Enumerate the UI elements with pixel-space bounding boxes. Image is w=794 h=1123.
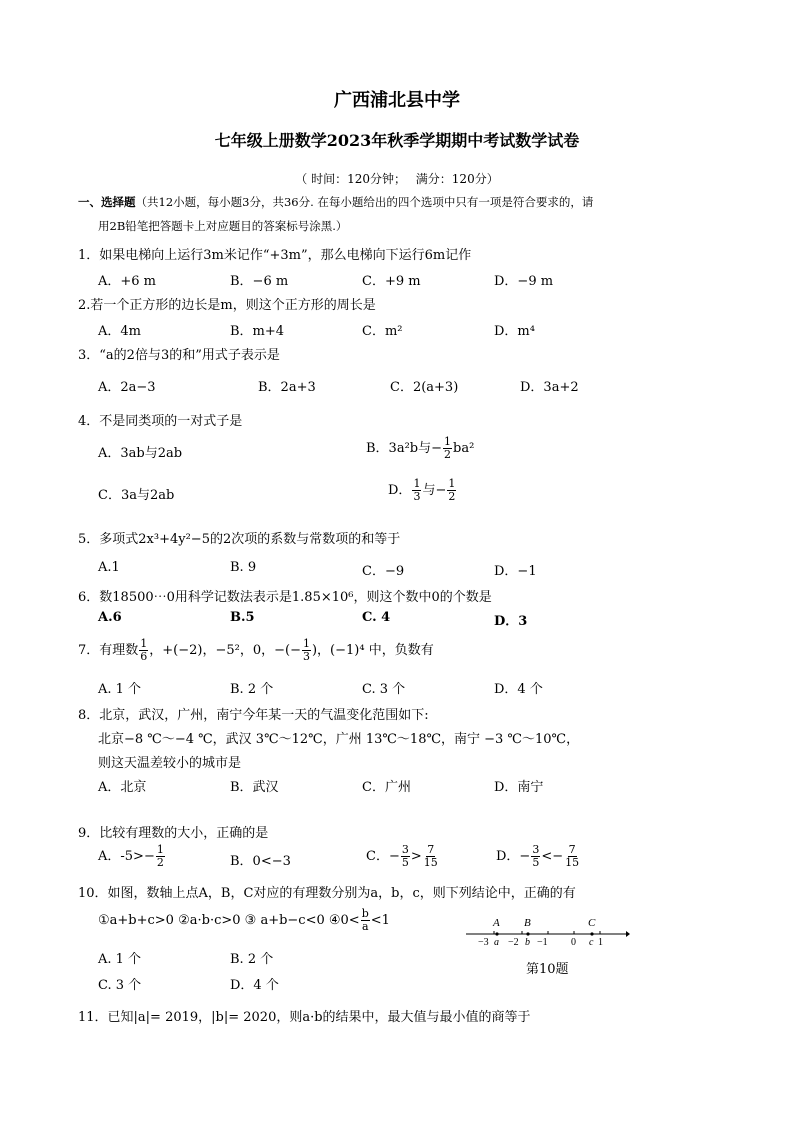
- q7-den2: 3: [302, 650, 310, 663]
- q6-option-c: C. 4: [362, 610, 391, 625]
- q4-b-pre: B．3a²b与−: [366, 441, 443, 456]
- section-heading: 一、选择题: [78, 195, 136, 209]
- point-b-dot: [526, 932, 529, 935]
- q9-c-num1: 3: [401, 843, 409, 856]
- q5-option-d: D．−1: [494, 564, 537, 579]
- q9-c-den1: 5: [401, 856, 409, 869]
- question-11-stem: 11．已知|a|= 2019，|b|= 2020，则a·b的结果中，最大值与最小值的商等于: [78, 1010, 531, 1025]
- q2-option-d: D．m⁴: [494, 324, 535, 339]
- q6-option-a: A.6: [98, 610, 122, 625]
- question-6-stem: 6．数18500⋯0用科学记数法表示是1.85×10⁶，则这个数中0的个数是: [78, 590, 492, 605]
- q7-pre: 7．有理数: [78, 643, 139, 658]
- q2-option-a: A．4m: [98, 324, 141, 339]
- q8-option-b: B．武汉: [230, 780, 279, 795]
- tick-label: −1: [537, 937, 548, 948]
- question-7-stem: [78, 638, 434, 663]
- q5-option-b: B. 9: [230, 560, 257, 575]
- q9-option-c: [366, 844, 440, 869]
- question-4-stem: 4．不是同类项的一对式子是: [78, 414, 243, 429]
- q8-option-c: C．广州: [362, 780, 411, 795]
- exam-title: 七年级上册数学2023年秋季学期期中考试数学试卷: [214, 131, 580, 150]
- q9-d-fraction-1: [531, 844, 540, 869]
- q9-option-d: [496, 844, 581, 869]
- q10-statements-post: <1: [370, 913, 390, 928]
- tick-label: −2: [508, 937, 519, 948]
- q10-option-d: D．4 个: [230, 978, 279, 993]
- q4-b-num: 1: [444, 435, 452, 448]
- question-5-stem: 5．多项式2x³+4y²−5的2次项的系数与常数项的和等于: [78, 532, 401, 547]
- tick-label: 1: [598, 937, 603, 948]
- question-9-stem: 9．比较有理数的大小，正确的是: [78, 826, 269, 841]
- q4-d-num2: 1: [448, 477, 456, 490]
- school-name: 广西浦北县中学: [334, 90, 460, 111]
- q4-d-num1: 1: [413, 477, 421, 490]
- q10-fraction: [361, 908, 370, 933]
- q4-d-den2: 2: [448, 490, 456, 503]
- q9-c-fraction-2: [423, 844, 439, 869]
- q7-option-b: B. 2 个: [230, 682, 274, 697]
- tick-label: 0: [571, 937, 576, 948]
- q9-a-num: 1: [156, 843, 164, 856]
- q9-d-num2: 7: [568, 843, 576, 856]
- q9-option-a: [98, 844, 166, 869]
- q9-d-den1: 5: [532, 856, 540, 869]
- q10-option-c: C. 3 个: [98, 978, 142, 993]
- question-8-stem: 8．北京，武汉，广州，南宁今年某一天的气温变化范围如下:: [78, 708, 429, 723]
- q5-option-c: C．−9: [362, 564, 405, 579]
- q10-option-b: B. 2 个: [230, 952, 274, 967]
- section-instructions: [78, 194, 593, 210]
- q10-num: b: [361, 907, 369, 920]
- exam-info: （ 时间：120分钟； 满分：120分）: [295, 172, 499, 186]
- q8-line-3: 则这天温差较小的城市是: [98, 756, 242, 771]
- q4-b-den: 2: [444, 448, 452, 461]
- q10-den: a: [361, 920, 369, 933]
- q9-d-den2: 15: [565, 856, 580, 869]
- q1-option-b: B．−6 m: [230, 274, 289, 289]
- q7-num1: 1: [140, 637, 148, 650]
- q8-option-d: D．南宁: [494, 780, 544, 795]
- label-b: B: [524, 917, 531, 929]
- question-3-stem: 3．“a的2倍与3的和”用式子表示是: [78, 348, 280, 363]
- q4-d-den1: 3: [413, 490, 421, 503]
- q1-option-c: C．+9 m: [362, 274, 421, 289]
- q4-option-c: C．3a与2ab: [98, 488, 175, 503]
- q3-option-a: A．2a−3: [98, 380, 156, 395]
- q7-post: )，(−1)⁴ 中，负数有: [311, 643, 434, 658]
- section-desc: （共12小题，每小题3分，共36分. 在每小题给出的四个选项中只有一项是符合要求的，请: [135, 195, 594, 209]
- q10-option-a: A. 1 个: [98, 952, 142, 967]
- q8-line-2: 北京−8 ℃～−4 ℃，武汉 3℃～12℃，广州 13℃～18℃，南宁 −3 ℃～10℃，: [98, 732, 580, 747]
- q9-c-fraction-1: [401, 844, 410, 869]
- q1-option-d: D．−9 m: [494, 274, 554, 289]
- q7-option-d: D．4 个: [494, 682, 543, 697]
- q9-d-pre: D．−: [496, 849, 531, 864]
- q6-option-b: B.5: [230, 610, 255, 625]
- q10-statements: [98, 908, 390, 933]
- figure-caption: 第10题: [526, 962, 569, 977]
- q9-c-mid: >: [410, 849, 422, 864]
- question-1-stem: 1．如果电梯向上运行3m米记作“+3m”，那么电梯向下运行6m记作: [78, 248, 472, 263]
- q3-option-d: D．3a+2: [520, 380, 579, 395]
- q4-d-mid: 与−: [422, 483, 447, 498]
- q9-c-num2: 7: [427, 843, 435, 856]
- q4-d-pre: D．: [388, 483, 412, 498]
- q10-statements-text: ①a+b+c>0 ②a·b·c>0 ③ a+b−c<0 ④0<: [98, 913, 360, 928]
- q9-a-fraction: [156, 844, 165, 869]
- section-desc-2: 用2B铅笔把答题卡上对应题目的答案标号涂黑.）: [98, 219, 348, 233]
- q7-num2: 1: [302, 637, 310, 650]
- label-a: A: [493, 917, 500, 929]
- q5-option-a: A.1: [98, 560, 120, 575]
- label-c: C: [588, 917, 596, 929]
- tick-label: c: [589, 937, 594, 948]
- q9-c-den2: 15: [423, 856, 438, 869]
- q2-option-c: C．m²: [362, 324, 403, 339]
- q8-option-a: A．北京: [98, 780, 147, 795]
- q7-fraction-2: [302, 638, 311, 663]
- q4-option-d: [388, 478, 457, 503]
- q7-option-c: C. 3 个: [362, 682, 406, 697]
- q9-d-fraction-2: [564, 844, 580, 869]
- q9-d-mid: <−: [541, 849, 564, 864]
- q9-d-num1: 3: [532, 843, 540, 856]
- q4-d-fraction-2: [447, 478, 456, 503]
- q7-mid: ，+(−2)，−5²，0，−(−: [149, 643, 301, 658]
- q9-c-pre: C．−: [366, 849, 400, 864]
- question-10-stem: 10．如图，数轴上点A，B，C对应的有理数分别为a，b，c，则下列结论中，正确的有: [78, 886, 576, 901]
- q4-option-a: A．3ab与2ab: [98, 446, 183, 461]
- q6-option-d: D．3: [494, 614, 528, 629]
- q9-a-pre: A．-5>−: [98, 849, 155, 864]
- tick-label: a: [494, 937, 499, 948]
- q1-option-a: A．+6 m: [98, 274, 157, 289]
- point-c-dot: [590, 932, 593, 935]
- tick-label: −3: [478, 937, 489, 948]
- q9-option-b: B．0<−3: [230, 854, 291, 869]
- q9-a-den: 2: [156, 856, 164, 869]
- q3-option-b: B．2a+3: [258, 380, 316, 395]
- tick-label: b: [525, 937, 530, 948]
- q4-d-fraction-1: [412, 478, 421, 503]
- q4-b-fraction: [443, 436, 452, 461]
- number-line-figure: [462, 912, 632, 948]
- question-2-stem: 2.若一个正方形的边长是m，则这个正方形的周长是: [78, 298, 376, 313]
- q4-b-post: ba²: [453, 441, 475, 456]
- q7-fraction-1: [139, 638, 148, 663]
- q7-option-a: A. 1 个: [98, 682, 142, 697]
- q2-option-b: B．m+4: [230, 324, 285, 339]
- q7-den1: 6: [140, 650, 148, 663]
- point-a-dot: [495, 932, 498, 935]
- number-line-arrow: [626, 931, 630, 937]
- q4-option-b: [366, 436, 474, 461]
- q3-option-c: C．2(a+3): [390, 380, 459, 395]
